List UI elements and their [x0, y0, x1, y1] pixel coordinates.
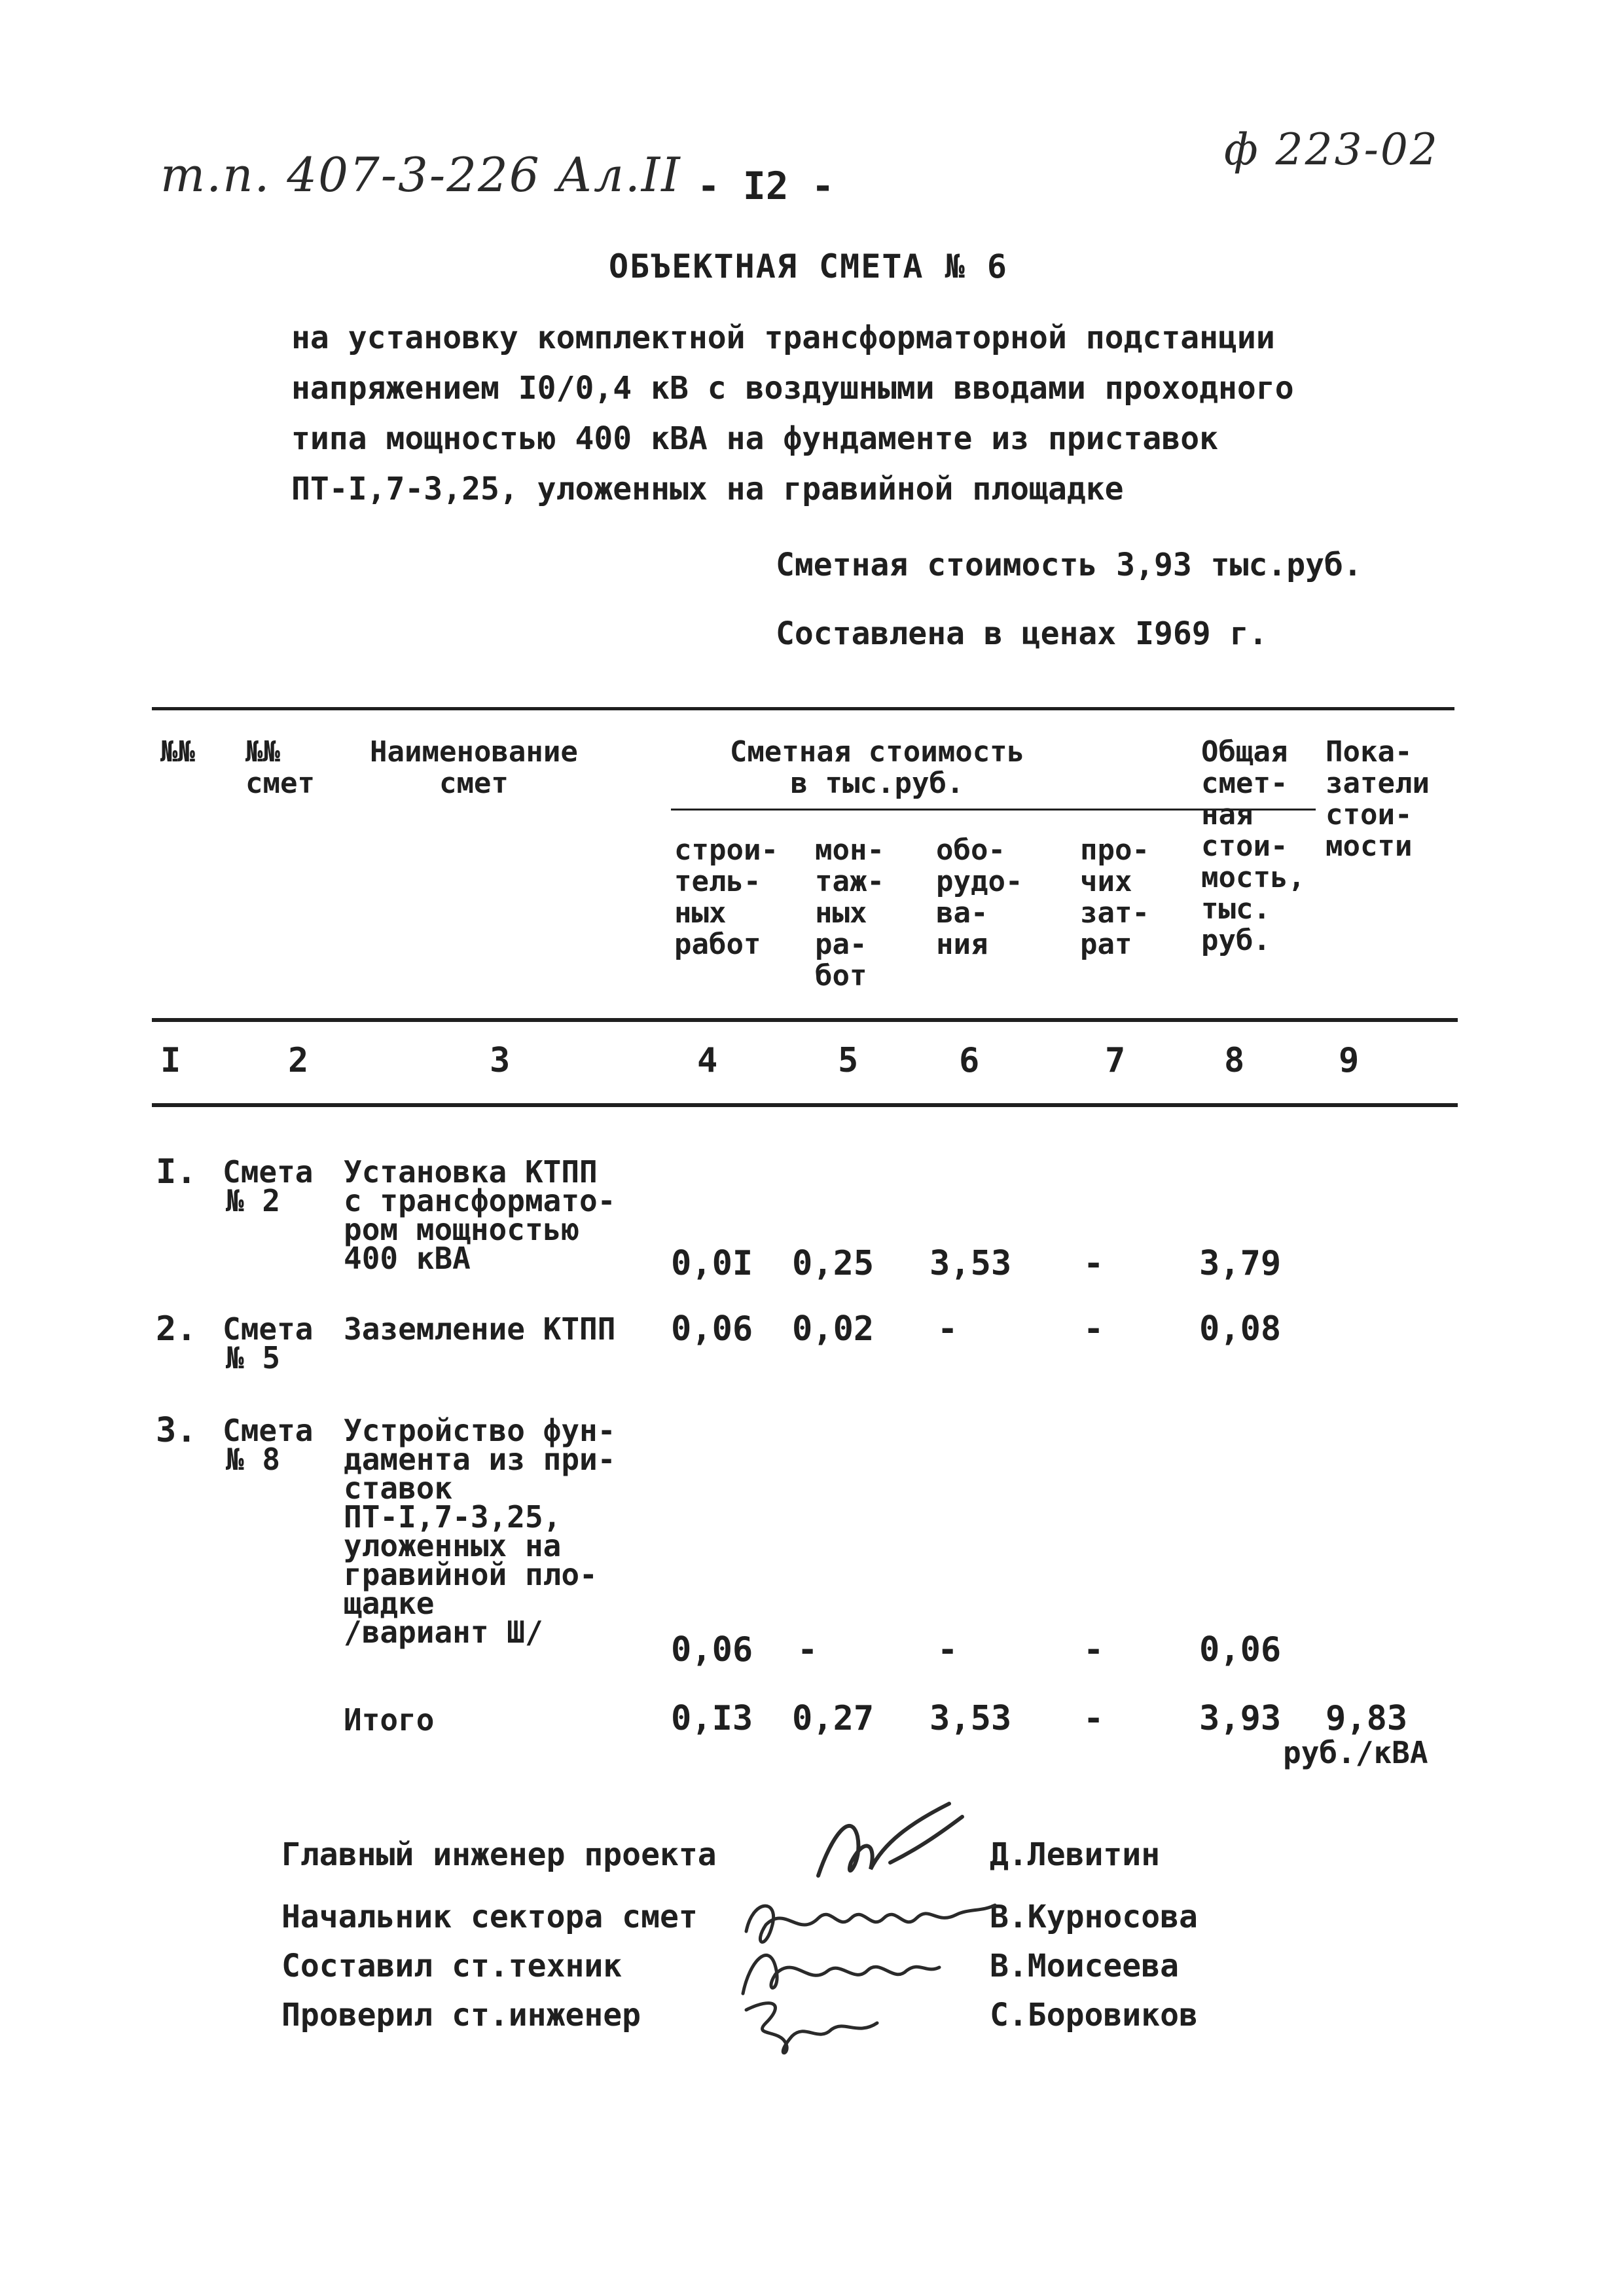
header-bottom-rule	[152, 1018, 1458, 1022]
header-col8: Общая смет- ная стои- мость, тыс. руб.	[1201, 735, 1305, 957]
page-number: - I2 -	[697, 164, 835, 208]
signature-role: Составил ст.техник	[281, 1948, 623, 1984]
prices-year: Составлена в ценах I969 г.	[776, 615, 1268, 652]
estimated-cost: Сметная стоимость 3,93 тыс.руб.	[776, 547, 1362, 583]
signature-role: Начальник сектора смет	[281, 1899, 698, 1935]
header-col9: Пока- затели стои- мости	[1326, 735, 1430, 863]
cell-construction: 0,06	[671, 1309, 753, 1349]
colnum-9: 9	[1339, 1041, 1360, 1080]
subtitle-line: напряжением I0/0,4 кВ с воздушными вводами проходного	[291, 370, 1294, 407]
signature-role: Главный инженер проекта	[281, 1836, 717, 1873]
row-name: Установка КТПП с трансформато- ром мощностью 400 кВА	[344, 1154, 616, 1276]
row-number: I.	[156, 1152, 197, 1192]
signature-name: Д.Левитин	[990, 1836, 1161, 1873]
colnum-1: I	[160, 1041, 181, 1080]
colnum-2: 2	[288, 1041, 309, 1080]
total-construction: 0,I3	[671, 1699, 753, 1738]
colnum-8: 8	[1224, 1041, 1245, 1080]
total-indicator: 9,83	[1326, 1699, 1408, 1738]
cell-total: 0,08	[1199, 1309, 1282, 1349]
header-cost-group: Сметная стоимость в тыс.руб.	[729, 735, 1025, 800]
cell-installation: 0,02	[792, 1309, 875, 1349]
header-col6: обо- рудо- ва- ния	[936, 833, 1023, 961]
colnum-6: 6	[959, 1041, 980, 1080]
signature-mark	[805, 1797, 975, 1895]
total-other: -	[1083, 1699, 1104, 1738]
row-smeta: Смета № 5	[223, 1311, 314, 1376]
cell-construction: 0,0I	[671, 1244, 753, 1283]
row-smeta: Смета № 2	[223, 1154, 314, 1218]
signature-name: С.Боровиков	[990, 1997, 1198, 2033]
colnum-4: 4	[697, 1041, 718, 1080]
cell-other: -	[1083, 1309, 1104, 1349]
header-col7: про- чих зат- рат	[1080, 833, 1149, 961]
header-col2: №№ смет	[245, 735, 315, 800]
colnum-7: 7	[1105, 1041, 1126, 1080]
total-indicator-unit: руб./кВА	[1283, 1735, 1428, 1770]
row-number: 2.	[156, 1309, 197, 1349]
total-installation: 0,27	[792, 1699, 875, 1738]
cell-equipment: -	[937, 1630, 958, 1669]
cell-other: -	[1083, 1244, 1104, 1283]
header-col5: мон- таж- ных ра- бот	[815, 833, 884, 993]
cell-equipment: 3,53	[929, 1244, 1012, 1283]
total-label: Итого	[344, 1702, 435, 1738]
row-name: Заземление КТПП	[344, 1311, 616, 1347]
cell-total: 0,06	[1199, 1630, 1282, 1669]
column-numbers-rule	[152, 1103, 1458, 1107]
header-col3: Наименование смет	[370, 735, 578, 800]
cell-other: -	[1083, 1630, 1104, 1669]
row-name: Устройство фун- дамента из при- ставок ПТ-I,7-3,25, уложенных на гравийной пло- щадке /вариант Ш/	[344, 1413, 616, 1650]
colnum-3: 3	[490, 1041, 511, 1080]
signature-role: Проверил ст.инженер	[281, 1997, 641, 2033]
cell-equipment: -	[937, 1309, 958, 1349]
subtitle-line: типа мощностью 400 кВА на фундаменте из приставок	[291, 420, 1219, 457]
total-equipment: 3,53	[929, 1699, 1012, 1738]
cell-installation: 0,25	[792, 1244, 875, 1283]
signature-mark	[733, 1984, 890, 2062]
total-overall: 3,93	[1199, 1699, 1282, 1738]
document-title: ОБЪЕКТНАЯ СМЕТА № 6	[609, 247, 1008, 285]
row-number: 3.	[156, 1411, 197, 1450]
row-smeta: Смета № 8	[223, 1413, 314, 1477]
subtitle-line: ПТ-I,7-3,25, уложенных на гравийной площадке	[291, 471, 1124, 507]
cell-installation: -	[797, 1630, 818, 1669]
header-col4: строи- тель- ных работ	[674, 833, 778, 961]
signature-name: В.Курносова	[990, 1899, 1198, 1935]
cell-construction: 0,06	[671, 1630, 753, 1669]
table-top-rule	[152, 707, 1454, 710]
handwritten-archive-code: ф 223-02	[1224, 124, 1439, 175]
document-subtitle	[291, 313, 1294, 515]
subtitle-line: на установку комплектной трансформаторной подстанции	[291, 319, 1275, 356]
signature-name: В.Моисеева	[990, 1948, 1179, 1984]
cell-total: 3,79	[1199, 1244, 1282, 1283]
header-col1: №№	[160, 735, 195, 769]
colnum-5: 5	[838, 1041, 859, 1080]
handwritten-project-code: т.п. 407-3-226 Ал.II	[160, 147, 681, 202]
